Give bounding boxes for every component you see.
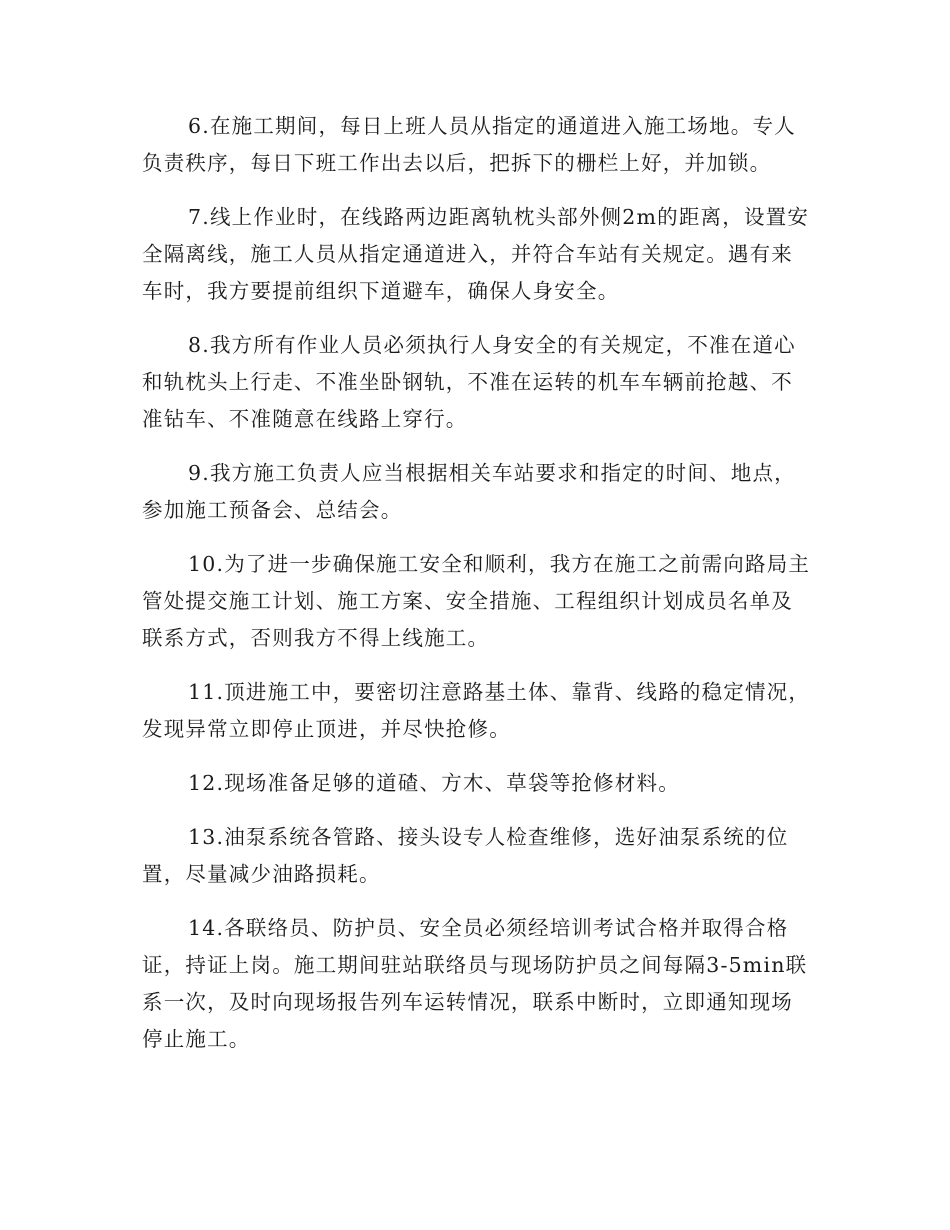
paragraph-line: 停止施工。 [142,1027,251,1051]
paragraph-line: 发现异常立即停止顶进，并尽快抢修。 [142,717,511,741]
paragraph-line: 和轨枕头上行走、不准坐卧钢轨，不准在运转的机车车辆前抢越、不 [142,370,793,394]
paragraph-line: 11.顶进施工中，要密切注意路基土体、靠背、线路的稳定情况， [188,680,811,704]
paragraph-line: 证，持证上岗。施工期间驻站联络员与现场防护员之间每隔3-5min联 [142,953,808,977]
paragraph-10 [142,546,811,657]
paragraph-line: 9.我方施工负责人应当根据相关车站要求和指定的时间、地点， [188,461,796,485]
paragraph-7 [142,199,808,310]
paragraph-12 [142,765,808,802]
paragraph-11 [142,674,811,748]
paragraph-line: 准钻车、不准随意在线路上穿行。 [142,407,468,431]
paragraph-line: 13.油泵系统各管路、接头设专人检查维修，选好油泵系统的位 [188,825,789,849]
paragraph-line: 负责秩序，每日下班工作出去以后，把拆下的栅栏上好，并加锁。 [142,151,772,175]
paragraph-line: 系一次，及时向现场报告列车运转情况，联系中断时，立即通知现场 [142,990,793,1014]
paragraph-8 [142,327,808,438]
paragraph-line: 6.在施工期间，每日上班人员从指定的通道进入施工场地。专人 [188,114,796,138]
paragraph-line: 7.线上作业时，在线路两边距离轨枕头部外侧2m的距离，设置安 [188,205,810,229]
paragraph-9 [142,455,808,529]
paragraph-line: 8.我方所有作业人员必须执行人身安全的有关规定，不准在道心 [188,333,796,357]
paragraph-6 [142,108,808,182]
paragraph-line: 14.各联络员、防护员、安全员必须经培训考试合格并取得合格 [188,916,789,940]
paragraph-line: 车时，我方要提前组织下道避车，确保人身安全。 [142,279,620,303]
paragraph-line: 联系方式，否则我方不得上线施工。 [142,626,490,650]
paragraph-14 [142,910,808,1058]
paragraph-line: 参加施工预备会、总结会。 [142,498,403,522]
paragraph-line: 置，尽量减少油路损耗。 [142,862,381,886]
paragraph-13 [142,819,808,893]
paragraph-line: 全隔离线，施工人员从指定通道进入，并符合车站有关规定。遇有来 [142,242,793,266]
paragraph-line: 12.现场准备足够的道碴、方木、草袋等抢修材料。 [188,771,680,795]
paragraph-line: 管处提交施工计划、施工方案、安全措施、工程组织计划成员名单及 [142,589,793,613]
paragraph-line: 10.为了进一步确保施工安全和顺利，我方在施工之前需向路局主 [188,552,811,576]
